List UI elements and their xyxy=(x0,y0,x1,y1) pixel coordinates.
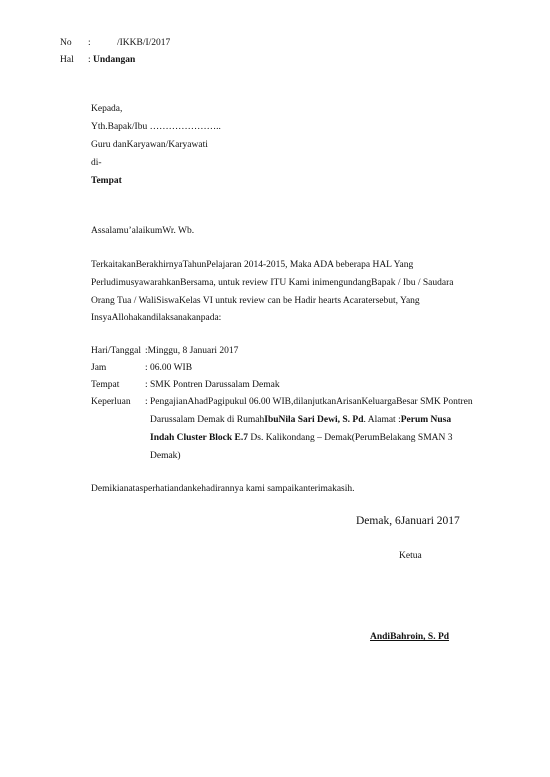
intro-line-2: PerludimusyawarahkanBersama, untuk review ITU Kami inimengundangBapak / Ibu / Saudara xyxy=(91,278,454,288)
signature-date: Demak, 6Januari 2017 xyxy=(356,515,460,527)
recipient-line-5: Tempat xyxy=(91,176,122,186)
no-label: No xyxy=(60,38,72,48)
purpose-label: Keperluan xyxy=(91,397,131,407)
closing-sentence: Demikianatasperhatiandankehadirannya kami sampaikanterimakasih. xyxy=(91,484,355,494)
date-value: :Minggu, 8 Januari 2017 xyxy=(145,346,239,356)
time-label: Jam xyxy=(91,363,107,373)
place-label: Tempat xyxy=(91,380,120,390)
recipient-line-2: Yth.Bapak/Ibu ………………….. xyxy=(91,122,221,132)
purpose-line-4: Demak) xyxy=(150,451,181,461)
signature-name: AndiBahroin, S. Pd xyxy=(370,632,450,642)
recipient-line-3: Guru danKaryawan/Karyawati xyxy=(91,140,208,150)
intro-line-1: TerkaitakanBerakhirnyaTahunPelajaran 2014-2015, Maka ADA beberapa HAL Yang xyxy=(91,260,414,270)
purpose-line-2: Darussalam Demak di RumahIbuNila Sari Dewi, S. Pd. Alamat :Perum Nusa xyxy=(150,415,452,425)
no-colon: : xyxy=(88,38,91,48)
recipient-line-1: Kepada, xyxy=(91,104,123,114)
purpose-line-3: Indah Cluster Block E.7 Ds. Kalikondang – Demak(PerumBelakang SMAN 3 xyxy=(150,433,453,443)
intro-line-4: InsyaAllohakandilaksanakanpada: xyxy=(91,313,222,323)
intro-line-3: Orang Tua / WaliSiswaKelas VI untuk review can be Hadir hearts Acaratersebut, Yang xyxy=(91,296,420,306)
place-value: : SMK Pontren Darussalam Demak xyxy=(145,380,280,390)
purpose-line-1: : PengajianAhadPagipukul 06.00 WIB,dilanjutkanArisanKeluargaBesar SMK Pontren xyxy=(145,397,473,407)
hal-label: Hal xyxy=(60,55,74,65)
recipient-line-4: di- xyxy=(91,158,102,168)
greeting: Assalamu’alaikumWr. Wb. xyxy=(91,226,195,236)
date-label: Hari/Tanggal xyxy=(91,346,141,356)
letter-number: /IKKB/I/2017 xyxy=(117,38,171,48)
hal-value: : Undangan xyxy=(88,55,136,65)
time-value: : 06.00 WIB xyxy=(145,363,193,373)
signature-role: Ketua xyxy=(399,551,422,561)
